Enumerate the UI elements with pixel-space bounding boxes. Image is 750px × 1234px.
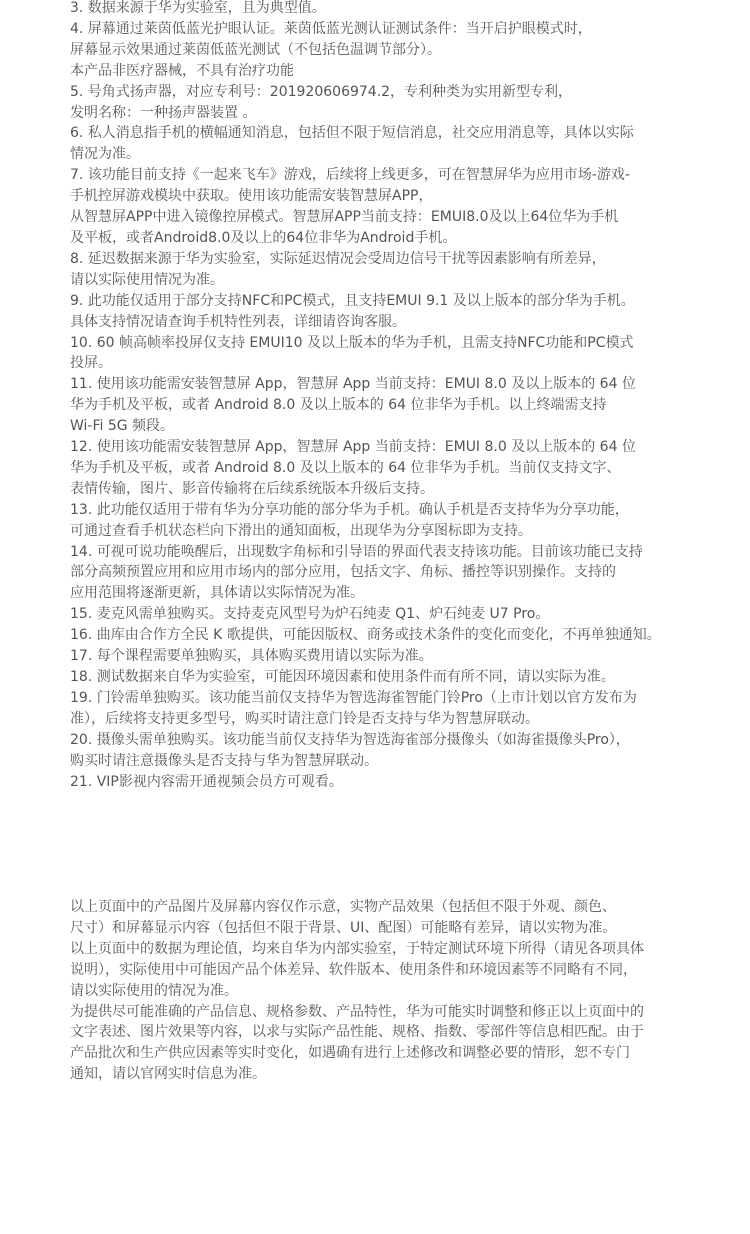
disclaimer-line: 产品批次和生产供应因素等实时变化，如遇确有进行上述修改和调整必要的情形，恕不专门 <box>70 1045 630 1062</box>
disclaimer-line: 通知，请以官网实时信息为准。 <box>70 1066 266 1083</box>
footnote-line: 本产品非医疗器械，不具有治疗功能 <box>70 62 294 79</box>
footnote-line: 手机控屏游戏模块中获取。使用该功能需安装智慧屏APP， <box>70 188 433 205</box>
footnote-line: 21. VIP影视内容需开通视频会员方可观看。 <box>70 773 343 790</box>
footnote-line: 发明名称：一种扬声器装置 。 <box>70 104 257 121</box>
footnote-line: 屏幕显示效果通过莱茵低蓝光测试（不包括色温调节部分）。 <box>70 41 441 58</box>
disclaimer-line: 以上页面中的数据为理论值，均来自华为内部实验室，于特定测试环境下所得（请见各项具体 <box>70 940 644 957</box>
footnote-line: 10. 60 帧高帧率投屏仅支持 EMUI10 及以上版本的华为手机，且需支持NFC功能和PC模式 <box>70 334 634 351</box>
footnote-line: 7. 该功能目前支持《一起来飞车》游戏，后续将上线更多，可在智慧屏华为应用市场-游戏- <box>70 167 630 184</box>
footnote-line: 准），后续将支持更多型号，购买时请注意门铃是否支持与华为智慧屏联动。 <box>70 710 539 727</box>
disclaimer-line: 为提供尽可能准确的产品信息、规格参数、产品特性，华为可能实时调整和修正以上页面中的 <box>70 1003 644 1020</box>
footnote-line: 购买时请注意摄像头是否支持与华为智慧屏联动。 <box>70 752 378 769</box>
footnote-line: 18. 测试数据来自华为实验室，可能因环境因素和使用条件而有所不同，请以实际为准。 <box>70 669 615 685</box>
footnotes-section <box>70 0 700 792</box>
footnote-line: 20. 摄像头需单独购买。该功能当前仅支持华为智选海雀部分摄像头（如海雀摄像头Pro）， <box>70 731 630 748</box>
footnote-line: 15. 麦克风需单独购买。支持麦克风型号为炉石纯麦 Q1、炉石纯麦 U7 Pro。 <box>70 606 550 623</box>
footnote-line: 4. 屏幕通过莱茵低蓝光护眼认证。莱茵低蓝光测认证测试条件：当开启护眼模式时， <box>70 20 592 37</box>
footnote-line: 12. 使用该功能需安装智慧屏 App，智慧屏 App 当前支持：EMUI 8.0 及以上版本的 64 位 <box>70 439 636 456</box>
footnote-line: 19. 门铃需单独购买。该功能当前仅支持华为智选海雀智能门铃Pro（上市计划以官方发布为 <box>70 689 637 706</box>
footnote-line: 13. 此功能仅适用于带有华为分享功能的部分华为手机。确认手机是否支持华为分享功能， <box>70 501 629 518</box>
footnote-line: 情况为准。 <box>70 146 140 163</box>
footnote-line: 投屏。 <box>70 355 112 372</box>
footnote-line: 16. 曲库由合作方全民 K 歌提供，可能因版权、商务或技术条件的变化而变化，不再单独通知。 <box>70 627 661 644</box>
footnote-line: 部分高频预置应用和应用市场内的部分应用，包括文字、角标、播控等识别操作。支持的 <box>70 564 616 581</box>
footnote-line: 3. 数据来源于华为实验室，且为典型值。 <box>70 0 326 16</box>
footnote-line: 可通过查看手机状态栏向下滑出的通知面板，出现华为分享图标即为支持。 <box>70 522 532 539</box>
disclaimer-section <box>70 897 700 1085</box>
footnote-line: 8. 延迟数据来源于华为实验室，实际延迟情况会受周边信号干扰等因素影响有所差异， <box>70 250 606 267</box>
footnote-line: 华为手机及平板，或者 Android 8.0 及以上版本的 64 位非华为手机。以上终端需支持 <box>70 397 607 414</box>
footnote-line: 5. 号角式扬声器，对应专利号：201920606974.2，专利种类为实用新型专利， <box>70 83 573 100</box>
footnote-line: 应用范围将逐渐更新，具体请以实际情况为准。 <box>70 585 364 602</box>
disclaimer-line: 请以实际使用的情况为准。 <box>70 982 238 999</box>
disclaimer-line: 说明），实际使用中可能因产品个体差异、软件版本、使用条件和环境因素等不同略有不同， <box>70 961 637 978</box>
footnote-line: 从智慧屏APP中进入镜像控屏模式。智慧屏APP当前支持：EMUI8.0及以上64位华为手机 <box>70 209 619 226</box>
footnote-line: 请以实际使用情况为准。 <box>70 271 224 288</box>
footnote-line: 表情传输，图片、影音传输将在后续系统版本升级后支持。 <box>70 480 434 497</box>
footnote-line: 华为手机及平板，或者 Android 8.0 及以上版本的 64 位非华为手机。当前仅支持文字、 <box>70 459 621 476</box>
disclaimer-line: 尺寸）和屏幕显示内容（包括但不限于背景、UI、配图）可能略有差异，请以实物为准。 <box>70 919 617 936</box>
footnote-line: Wi-Fi 5G 频段。 <box>70 418 175 435</box>
disclaimer-line: 文字表述、图片效果等内容，以求与实际产品性能、规格、指数、零部件等信息相匹配。由于 <box>70 1024 644 1041</box>
footnote-line: 及平板，或者Android8.0及以上的64位非华为Android手机。 <box>70 229 457 246</box>
footnote-line: 9. 此功能仅适用于部分支持NFC和PC模式，且支持EMUI 9.1 及以上版本的部分华为手机。 <box>70 292 635 309</box>
footnote-line: 11. 使用该功能需安装智慧屏 App，智慧屏 App 当前支持：EMUI 8.0 及以上版本的 64 位 <box>70 376 636 393</box>
footnote-line: 17. 每个课程需要单独购买，具体购买费用请以实际为准。 <box>70 648 433 665</box>
disclaimer-line: 以上页面中的产品图片及屏幕内容仅作示意，实物产品效果（包括但不限于外观、颜色、 <box>70 899 616 915</box>
footnote-line: 具体支持情况请查询手机特性列表，详细请咨询客服。 <box>70 313 406 330</box>
footnote-line: 14. 可视可说功能唤醒后，出现数字角标和引导语的界面代表支持该功能。目前该功能已支持 <box>70 543 643 560</box>
footnote-line: 6. 私人消息指手机的横幅通知消息，包括但不限于短信消息，社交应用消息等，具体以实际 <box>70 125 634 142</box>
